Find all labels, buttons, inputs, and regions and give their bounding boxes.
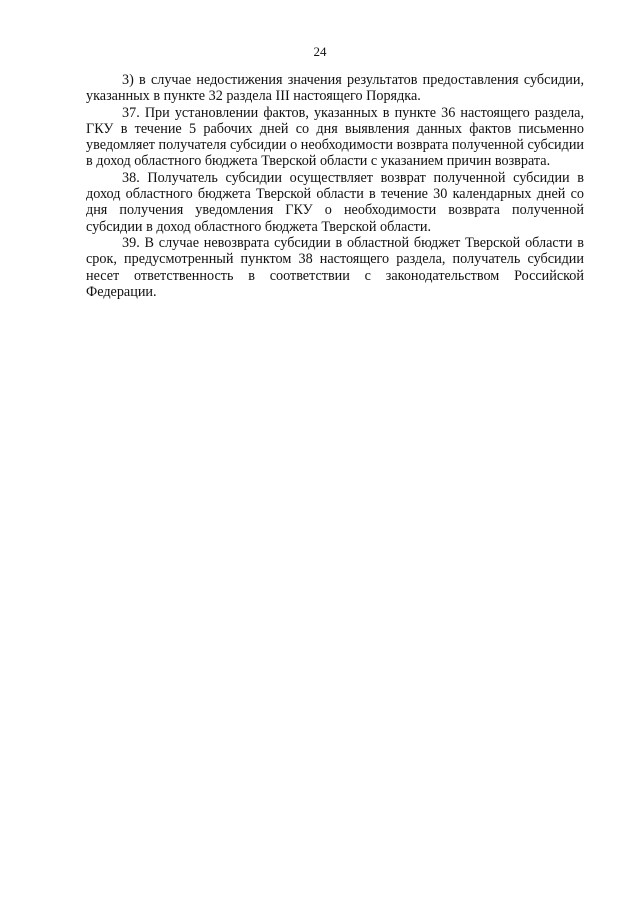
- paragraph-37: 37. При установлении фактов, указанных в пункте 36 настоящего раздела, ГКУ в течение 5 рабочих дней со дня выявления данных фактов письменно уведомляет получателя субсидии о необходимости возврата полученной субсидии в доход областного бюджета Тверской области с указанием причин возврата.: [86, 104, 584, 170]
- paragraph-39: 39. В случае невозврата субсидии в областной бюджет Тверской области в срок, предусмотренный пунктом 38 настоящего раздела, получатель субсидии несет ответственность в соответствии с законодательством Российской Федерации.: [86, 234, 584, 300]
- document-body: [86, 72, 584, 300]
- paragraph-38: 38. Получатель субсидии осуществляет возврат полученной субсидии в доход областного бюджета Тверской области в течение 30 календарных дней со дня получения уведомления ГКУ о необходимости возврата полученной субсидии в доход областного бюджета Тверской области.: [86, 169, 584, 235]
- paragraph-item-3: 3) в случае недостижения значения результатов предоставления субсидии, указанных в пункте 32 раздела III настоящего Порядка.: [86, 72, 584, 105]
- page-number: 24: [313, 44, 327, 59]
